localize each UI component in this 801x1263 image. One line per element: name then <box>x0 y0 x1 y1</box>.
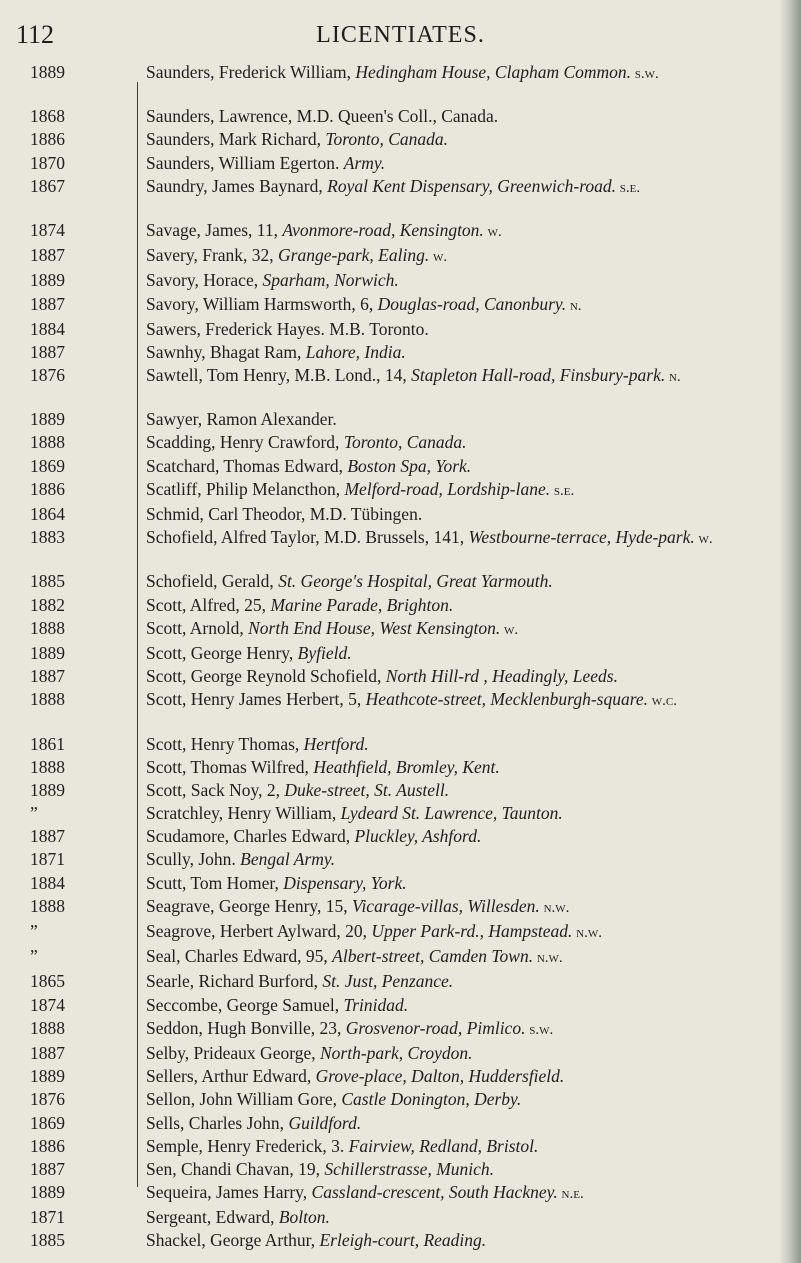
entry-text <box>146 995 788 1016</box>
entry-district: n.w. <box>572 925 602 941</box>
list-item <box>0 129 801 150</box>
entry-district: s.w. <box>631 66 659 82</box>
entry-year: 1888 <box>30 756 65 777</box>
entry-address: Lydeard St. Lawrence, Taunton. <box>340 803 563 824</box>
entry-name: Seagrave, George Henry, 15, <box>146 895 353 916</box>
entry-text <box>146 270 788 291</box>
entry-year: 1886 <box>30 129 65 150</box>
entry-text <box>146 1207 788 1228</box>
page-header <box>0 20 801 56</box>
entry-year: 1887 <box>30 1158 65 1179</box>
list-item <box>0 1066 801 1087</box>
entry-district: s.e. <box>616 179 641 196</box>
entry-text <box>146 618 788 641</box>
entry-year: 1889 <box>30 779 65 800</box>
entry-address: Grange-park, Ealing. <box>278 245 430 266</box>
entry-text <box>146 153 788 174</box>
entry-text <box>146 106 788 127</box>
entry-year: 1884 <box>30 318 65 339</box>
entry-text <box>146 365 788 388</box>
entry-address: Westbourne-terrace, Hyde-park. <box>468 527 695 548</box>
entry-text <box>146 595 788 616</box>
entry-year: 1887 <box>30 341 65 362</box>
entry-text <box>146 1230 788 1251</box>
entry-address: North-park, Croydon. <box>320 1042 473 1063</box>
entry-address: St. George's Hospital, Great Yarmouth. <box>278 571 553 592</box>
entry-year: 1885 <box>30 571 65 592</box>
entry-address: Trinidad. <box>343 994 409 1015</box>
entry-name: Scott, Henry James Herbert, 5, <box>146 689 366 710</box>
entry-name: Scratchley, Henry William, <box>146 803 341 824</box>
entry-year: 1882 <box>30 594 65 615</box>
list-item <box>0 1018 801 1041</box>
entry-name: Sells, Charles John, <box>146 1112 289 1133</box>
entry-name: Savage, James, 11, <box>146 219 283 240</box>
entry-address: North Hill-rd , Headingly, Leeds. <box>385 666 618 687</box>
list-item <box>0 365 801 407</box>
entry-text <box>146 780 788 801</box>
entry-address: Sparham, Norwich. <box>262 270 399 291</box>
entry-name: Scully, John. <box>146 849 241 870</box>
entry-year: 1876 <box>30 365 65 386</box>
list-item <box>0 319 801 340</box>
entry-year: 1888 <box>30 617 65 638</box>
list-item <box>0 342 801 363</box>
entry-name: Sellon, John William Gore, <box>146 1089 342 1110</box>
list-item <box>0 780 801 801</box>
entry-name: Scott, George Reynold Schofield, <box>146 666 386 687</box>
entry-address: Bolton. <box>278 1207 330 1228</box>
entry-name: Savory, William Harmsworth, 6, <box>146 293 378 314</box>
list-item <box>0 1043 801 1064</box>
entry-name: Scott, Thomas Wilfred, <box>146 756 314 777</box>
entry-name: Shackel, George Arthur, <box>146 1230 320 1251</box>
entry-address: Marine Parade, Brighton. <box>270 594 454 615</box>
entry-year: 1889 <box>30 642 65 663</box>
entry-year: 1886 <box>30 478 65 499</box>
entry-address: Castle Donington, Derby. <box>341 1089 522 1110</box>
entry-name: Seddon, Hugh Bonville, 23, <box>146 1017 346 1038</box>
entry-address: Grove-place, Dalton, Huddersfield. <box>315 1066 565 1087</box>
entry-address: Albert-street, Camden Town. <box>332 946 534 967</box>
entry-address: Boston Spa, York. <box>347 455 472 476</box>
entry-name: Saunders, William Egerton. <box>146 152 344 173</box>
entry-year: 1885 <box>30 1230 65 1251</box>
entry-address: Toronto, Canada. <box>325 129 449 150</box>
entry-address: Duke-street, St. Austell. <box>284 779 450 800</box>
list-item <box>0 176 801 218</box>
list-item <box>0 873 801 894</box>
entry-text <box>146 873 788 894</box>
list-item <box>0 1182 801 1205</box>
entry-year: 1870 <box>30 152 65 173</box>
list-item <box>0 220 801 243</box>
entry-address: Vicarage-villas, Willesden. <box>352 895 540 916</box>
entry-address: North End House, West Kensington. <box>248 617 501 638</box>
entry-name: Schmid, Carl Theodor, M.D. Tübingen. <box>146 504 423 524</box>
entry-address: Schillerstrasse, Munich. <box>324 1158 495 1179</box>
list-item <box>0 896 801 919</box>
list-item <box>0 666 801 687</box>
list-item <box>0 106 801 127</box>
list-item <box>0 921 801 944</box>
entry-text <box>146 432 788 453</box>
entry-district: w. <box>483 223 502 240</box>
entry-year: 1889 <box>30 409 65 430</box>
entry-name: Scatliff, Philip Melancthon, <box>146 478 345 499</box>
entry-name: Sellers, Arthur Edward, <box>146 1066 316 1087</box>
entry-address: Byfield. <box>297 642 352 663</box>
list-item <box>0 1089 801 1110</box>
entry-district: s.e. <box>550 482 575 499</box>
entry-year: 1887 <box>30 666 65 687</box>
entry-year: 1887 <box>30 1042 65 1063</box>
entry-year: 1887 <box>30 293 65 314</box>
entry-text <box>146 921 788 944</box>
entry-name: Seal, Charles Edward, 95, <box>146 946 333 967</box>
entry-address: Douglas-road, Canonbury. <box>377 293 567 314</box>
entry-name: Scott, Henry Thomas, <box>146 733 304 754</box>
entry-district: n. <box>566 297 582 314</box>
entry-year: 1888 <box>30 432 65 453</box>
entry-name: Seagrove, Herbert Aylward, 20, <box>146 921 372 941</box>
entry-district: w.c. <box>648 693 677 710</box>
entry-text <box>146 666 788 687</box>
list-item <box>0 62 801 104</box>
list-item <box>0 757 801 778</box>
list-item <box>0 432 801 453</box>
entry-district: n.e. <box>557 1186 584 1203</box>
list-item <box>0 294 801 317</box>
entry-name: Saunders, Mark Richard, <box>146 129 326 150</box>
entry-text <box>146 1018 788 1041</box>
entry-name: Scott, Arnold, <box>146 617 249 638</box>
entry-year: 1868 <box>30 106 65 127</box>
list-item <box>0 689 801 731</box>
entry-text <box>146 971 788 992</box>
entry-text <box>146 734 788 755</box>
entry-name: Scott, George Henry, <box>146 642 298 663</box>
entry-year: 1874 <box>30 219 65 240</box>
entry-text <box>146 129 788 150</box>
entry-year: 1887 <box>30 826 65 847</box>
entry-address: Melford-road, Lordship-lane. <box>344 478 551 499</box>
entry-list <box>0 62 801 1254</box>
entry-district: w. <box>429 249 448 266</box>
list-item <box>0 1207 801 1228</box>
entry-text <box>146 803 788 824</box>
entry-text <box>146 1113 788 1134</box>
list-item <box>0 826 801 847</box>
entry-address: Cassland-crescent, South Hackney. <box>311 1182 558 1203</box>
entry-text <box>146 409 788 430</box>
list-item <box>0 849 801 870</box>
entry-name: Scatchard, Thomas Edward, <box>146 455 348 476</box>
entry-address: Avonmore-road, Kensington. <box>282 219 484 240</box>
entry-name: Semple, Henry Frederick, 3. <box>146 1135 349 1156</box>
entry-name: Saunders, Frederick William, <box>146 62 356 82</box>
entry-address: Heathfield, Bromley, Kent. <box>313 756 500 777</box>
entry-name: Sawers, Frederick Hayes. M.B. Toronto. <box>146 318 429 339</box>
entry-year: 1888 <box>30 1017 65 1038</box>
entry-address: Pluckley, Ashford. <box>354 826 482 847</box>
entry-name: Scutt, Tom Homer, <box>146 872 284 893</box>
entry-text <box>146 504 788 525</box>
entry-address: Royal Kent Dispensary, Greenwich-road. <box>327 175 616 196</box>
entry-name: Scudamore, Charles Edward, <box>146 826 355 847</box>
entry-name: Scott, Sack Noy, 2, <box>146 779 285 800</box>
list-item <box>0 456 801 477</box>
entry-address: Bengal Army. <box>240 849 336 870</box>
list-item <box>0 479 801 502</box>
list-item <box>0 527 801 569</box>
list-item <box>0 1159 801 1180</box>
entry-district: n. <box>665 369 681 386</box>
entry-name: Scott, Alfred, 25, <box>146 594 271 615</box>
entry-year: 1864 <box>30 504 65 524</box>
entry-year: 1869 <box>30 455 65 476</box>
page-number: 112 <box>16 20 55 49</box>
entry-text <box>146 896 788 919</box>
entry-text <box>146 571 788 592</box>
list-item <box>0 504 801 525</box>
list-item <box>0 1230 801 1251</box>
entry-text <box>146 220 788 243</box>
list-item <box>0 734 801 755</box>
entry-text <box>146 456 788 477</box>
entry-name: Sequeira, James Harry, <box>146 1182 312 1203</box>
entry-text <box>146 1089 788 1110</box>
entry-year: 1888 <box>30 895 65 916</box>
entry-text <box>146 689 788 712</box>
entry-address: Fairview, Redland, Bristol. <box>348 1135 539 1156</box>
list-item <box>0 643 801 664</box>
entry-year: 1887 <box>30 245 65 266</box>
entry-name: Schofield, Gerald, <box>146 571 279 592</box>
entry-year: 1867 <box>30 175 65 196</box>
list-item <box>0 245 801 268</box>
entry-name: Searle, Richard Burford, <box>146 971 323 992</box>
list-item <box>0 995 801 1016</box>
entry-year: 1865 <box>30 971 65 992</box>
list-item <box>0 1113 801 1134</box>
entry-name: Sawyer, Ramon Alexander. <box>146 409 337 430</box>
entry-text <box>146 319 788 340</box>
entry-year: 1889 <box>30 1066 65 1087</box>
list-item <box>0 153 801 174</box>
entry-name: Scadding, Henry Crawford, <box>146 432 344 453</box>
list-item <box>0 409 801 430</box>
entry-year: 1884 <box>30 872 65 893</box>
entry-text <box>146 1043 788 1064</box>
list-item <box>0 270 801 291</box>
entry-text <box>146 643 788 664</box>
entry-name: Saundry, James Baynard, <box>146 175 328 196</box>
entry-district: w. <box>694 531 713 548</box>
entry-text <box>146 342 788 363</box>
entry-district: s.w. <box>525 1021 554 1038</box>
list-item <box>0 571 801 592</box>
entry-district: n.w. <box>533 950 563 967</box>
entry-address: Lahore, India. <box>305 341 406 362</box>
entry-year: 1889 <box>30 62 65 82</box>
entry-address: Guildford. <box>288 1112 362 1133</box>
entry-year: ” <box>30 803 38 824</box>
list-item <box>0 618 801 641</box>
entry-year: 1871 <box>30 849 65 870</box>
entry-text <box>146 849 788 870</box>
entry-text <box>146 245 788 268</box>
entry-name: Saunders, Lawrence, M.D. Queen's Coll., Canada. <box>146 106 499 127</box>
entry-year: 1874 <box>30 994 65 1015</box>
list-item <box>0 971 801 992</box>
entry-text <box>146 1182 788 1205</box>
running-title: LICENTIATES. <box>316 22 485 48</box>
entry-address: St. Just, Penzance. <box>322 971 454 992</box>
entry-name: Schofield, Alfred Taylor, M.D. Brussels, 141, <box>146 527 469 548</box>
entry-address: Erleigh-court, Reading. <box>319 1230 487 1251</box>
entry-name: Selby, Prideaux George, <box>146 1042 320 1063</box>
entry-address: Stapleton Hall-road, Finsbury-park. <box>411 365 666 386</box>
entry-year: ” <box>30 946 38 967</box>
entry-year: 1883 <box>30 527 65 548</box>
entry-year: 1886 <box>30 1135 65 1156</box>
entry-address: Heathcote-street, Mecklenburgh-square. <box>365 689 649 710</box>
entry-text <box>146 62 788 85</box>
entry-text <box>146 1066 788 1087</box>
entry-district: w. <box>500 621 519 638</box>
entry-address: Toronto, Canada. <box>343 432 467 453</box>
entry-text <box>146 946 788 969</box>
entry-name: Sergeant, Edward, <box>146 1207 279 1228</box>
entry-year: 1871 <box>30 1207 65 1228</box>
entry-text <box>146 176 788 199</box>
entry-name: Sawtell, Tom Henry, M.B. Lond., 14, <box>146 365 412 386</box>
entry-name: Savory, Horace, <box>146 270 263 291</box>
entry-name: Sawnhy, Bhagat Ram, <box>146 341 306 362</box>
entry-year: 1889 <box>30 1182 65 1203</box>
entry-year: 1889 <box>30 270 65 291</box>
entry-year: 1876 <box>30 1089 65 1110</box>
entry-text <box>146 757 788 778</box>
list-item <box>0 946 801 969</box>
entry-address: Hedingham House, Clapham Common. <box>355 62 632 82</box>
entry-text <box>146 826 788 847</box>
entry-address: Dispensary, York. <box>283 872 407 893</box>
entry-year: 1869 <box>30 1112 65 1133</box>
entry-text <box>146 1159 788 1180</box>
entry-name: Seccombe, George Samuel, <box>146 994 344 1015</box>
entry-district: n.w. <box>539 899 570 916</box>
list-item <box>0 595 801 616</box>
entry-year: 1888 <box>30 689 65 710</box>
entry-address: Army. <box>343 152 386 173</box>
entry-name: Sen, Chandi Chavan, 19, <box>146 1158 325 1179</box>
entry-text <box>146 294 788 317</box>
entry-year: ” <box>30 921 38 941</box>
entry-name: Savery, Frank, 32, <box>146 245 279 266</box>
entry-address: Grosvenor-road, Pimlico. <box>345 1017 526 1038</box>
entry-address: Upper Park-rd., Hampstead. <box>371 921 573 941</box>
entry-text <box>146 1136 788 1157</box>
list-item <box>0 1136 801 1157</box>
entry-address: Hertford. <box>303 733 369 754</box>
entry-year: 1861 <box>30 733 65 754</box>
entry-text <box>146 479 788 502</box>
entry-text <box>146 527 788 550</box>
list-item <box>0 803 801 824</box>
